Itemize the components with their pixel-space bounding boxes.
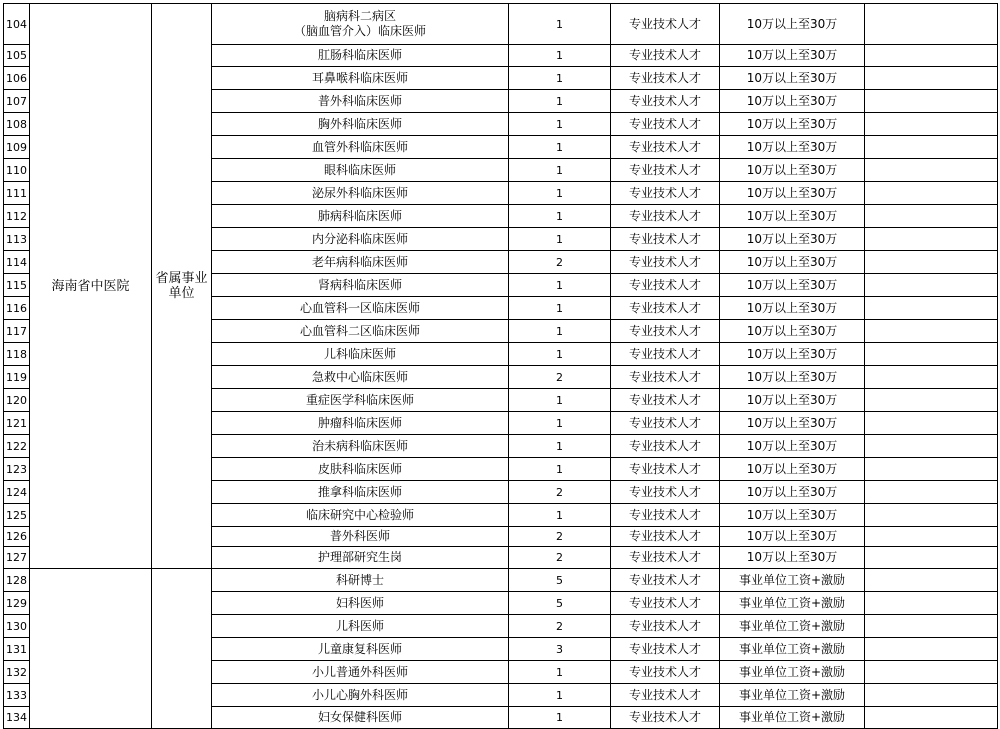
position-name-cell: 肿瘤科临床医师 xyxy=(317,415,402,430)
unit-category-cell xyxy=(152,569,211,728)
remarks-cell xyxy=(865,228,997,250)
talent-type-cell: 专业技术人才 xyxy=(628,710,701,724)
salary-cell: 10万以上至30万 xyxy=(746,507,838,522)
row-number-cell: 117 xyxy=(6,324,27,338)
talent-type-cell: 专业技术人才 xyxy=(628,300,701,315)
row-number-cell: 113 xyxy=(6,232,27,246)
remarks-cell xyxy=(865,569,997,591)
salary-cell: 10万以上至30万 xyxy=(746,93,838,108)
talent-type-cell: 专业技术人才 xyxy=(628,185,701,200)
row-number-cell: 126 xyxy=(6,530,27,543)
position-name-cell: 小儿普通外科医师 xyxy=(311,664,408,679)
talent-type-cell: 专业技术人才 xyxy=(628,70,701,85)
remarks-cell xyxy=(865,547,997,568)
remarks-cell xyxy=(865,412,997,434)
remarks-cell xyxy=(865,297,997,319)
position-name-cell: 科研博士 xyxy=(335,572,384,587)
remarks-cell xyxy=(865,320,997,342)
headcount-cell: 1 xyxy=(556,278,563,292)
salary-cell: 10万以上至30万 xyxy=(746,438,838,453)
column-border-line xyxy=(997,3,998,729)
talent-type-cell: 专业技术人才 xyxy=(628,595,701,610)
position-name-cell: 儿童康复科医师 xyxy=(317,641,402,656)
position-name-cell: 肛肠科临床医师 xyxy=(317,48,402,62)
headcount-cell: 1 xyxy=(556,393,563,407)
talent-type-cell: 专业技术人才 xyxy=(628,438,701,453)
salary-cell: 10万以上至30万 xyxy=(746,550,838,564)
salary-cell: 事业单位工资+激励 xyxy=(738,664,846,679)
position-name-cell: 皮肤科临床医师 xyxy=(317,461,402,476)
row-number-cell: 121 xyxy=(6,416,27,430)
salary-cell: 10万以上至30万 xyxy=(746,231,838,246)
remarks-cell xyxy=(865,67,997,89)
headcount-cell: 1 xyxy=(556,186,563,200)
salary-cell: 10万以上至30万 xyxy=(746,529,838,543)
talent-type-cell: 专业技术人才 xyxy=(628,139,701,154)
talent-type-cell: 专业技术人才 xyxy=(628,48,701,62)
position-name-cell: 眼科临床医师 xyxy=(323,162,396,177)
headcount-cell: 5 xyxy=(556,573,563,587)
talent-type-cell: 专业技术人才 xyxy=(628,277,701,292)
talent-type-cell: 专业技术人才 xyxy=(628,254,701,269)
remarks-cell xyxy=(865,4,997,44)
salary-cell: 10万以上至30万 xyxy=(746,415,838,430)
salary-cell: 10万以上至30万 xyxy=(746,254,838,269)
position-name-cell: 治未病科临床医师 xyxy=(311,438,408,453)
position-name-cell: 小儿心胸外科医师 xyxy=(311,687,408,702)
unit-name-cell: 海南省中医院 xyxy=(51,278,130,294)
row-number-cell: 114 xyxy=(6,255,27,269)
talent-type-cell: 专业技术人才 xyxy=(628,507,701,522)
headcount-cell: 1 xyxy=(556,94,563,108)
remarks-cell xyxy=(865,638,997,660)
headcount-cell: 3 xyxy=(556,642,563,656)
position-name-cell: 内分泌科临床医师 xyxy=(311,231,408,246)
row-number-cell: 118 xyxy=(6,347,27,361)
row-number-cell: 111 xyxy=(6,186,27,200)
salary-cell: 10万以上至30万 xyxy=(746,300,838,315)
remarks-cell xyxy=(865,251,997,273)
headcount-cell: 5 xyxy=(556,596,563,610)
row-number-cell: 134 xyxy=(6,711,27,724)
position-name-cell: 心血管科二区临床医师 xyxy=(299,323,420,338)
headcount-cell: 1 xyxy=(556,711,563,724)
salary-cell: 10万以上至30万 xyxy=(746,185,838,200)
remarks-cell xyxy=(865,366,997,388)
headcount-cell: 1 xyxy=(556,688,563,702)
salary-cell: 事业单位工资+激励 xyxy=(738,595,846,610)
row-number-cell: 124 xyxy=(6,485,27,499)
talent-type-cell: 专业技术人才 xyxy=(628,529,701,543)
row-number-cell: 129 xyxy=(6,596,27,610)
remarks-cell xyxy=(865,707,997,728)
position-name-cell: 推拿科临床医师 xyxy=(317,484,402,499)
row-number-cell: 125 xyxy=(6,508,27,522)
headcount-cell: 1 xyxy=(556,347,563,361)
remarks-cell xyxy=(865,113,997,135)
row-number-cell: 122 xyxy=(6,439,27,453)
remarks-cell xyxy=(865,458,997,480)
position-name-cell: 泌尿外科临床医师 xyxy=(311,185,408,200)
talent-type-cell: 专业技术人才 xyxy=(628,572,701,587)
talent-type-cell: 专业技术人才 xyxy=(628,208,701,223)
talent-type-cell: 专业技术人才 xyxy=(628,641,701,656)
salary-cell: 10万以上至30万 xyxy=(746,208,838,223)
position-name-cell: 脑病科二病区 （脑血管介入）临床医师 xyxy=(293,9,426,38)
salary-cell: 10万以上至30万 xyxy=(746,277,838,292)
remarks-cell xyxy=(865,136,997,158)
position-name-cell: 妇女保健科医师 xyxy=(317,710,402,724)
remarks-cell xyxy=(865,343,997,365)
remarks-cell xyxy=(865,45,997,66)
salary-cell: 事业单位工资+激励 xyxy=(738,710,846,724)
position-name-cell: 血管外科临床医师 xyxy=(311,139,408,154)
position-name-cell: 妇科医师 xyxy=(335,595,384,610)
headcount-cell: 2 xyxy=(556,485,563,499)
row-number-cell: 112 xyxy=(6,209,27,223)
remarks-cell xyxy=(865,389,997,411)
remarks-cell xyxy=(865,504,997,526)
headcount-cell: 1 xyxy=(556,71,563,85)
talent-type-cell: 专业技术人才 xyxy=(628,93,701,108)
talent-type-cell: 专业技术人才 xyxy=(628,369,701,384)
headcount-cell: 1 xyxy=(556,665,563,679)
remarks-cell xyxy=(865,527,997,546)
row-number-cell: 115 xyxy=(6,278,27,292)
salary-cell: 10万以上至30万 xyxy=(746,16,838,31)
headcount-cell: 1 xyxy=(556,49,563,62)
headcount-cell: 1 xyxy=(556,301,563,315)
talent-type-cell: 专业技术人才 xyxy=(628,162,701,177)
row-number-cell: 123 xyxy=(6,462,27,476)
headcount-cell: 2 xyxy=(556,370,563,384)
headcount-cell: 1 xyxy=(556,163,563,177)
row-number-cell: 131 xyxy=(6,642,27,656)
position-name-cell: 护理部研究生岗 xyxy=(317,550,402,564)
headcount-cell: 1 xyxy=(556,324,563,338)
headcount-cell: 2 xyxy=(556,551,563,564)
salary-cell: 10万以上至30万 xyxy=(746,484,838,499)
remarks-cell xyxy=(865,159,997,181)
row-number-cell: 119 xyxy=(6,370,27,384)
talent-type-cell: 专业技术人才 xyxy=(628,392,701,407)
unit-name-cell xyxy=(30,569,151,728)
row-number-cell: 130 xyxy=(6,619,27,633)
row-number-cell: 106 xyxy=(6,71,27,85)
row-number-cell: 128 xyxy=(6,573,27,587)
salary-cell: 事业单位工资+激励 xyxy=(738,687,846,702)
remarks-cell xyxy=(865,274,997,296)
headcount-cell: 1 xyxy=(556,508,563,522)
row-number-cell: 120 xyxy=(6,393,27,407)
row-number-cell: 107 xyxy=(6,94,27,108)
position-name-cell: 心血管科一区临床医师 xyxy=(299,300,420,315)
talent-type-cell: 专业技术人才 xyxy=(628,550,701,564)
headcount-cell: 2 xyxy=(556,619,563,633)
row-number-cell: 133 xyxy=(6,688,27,702)
talent-type-cell: 专业技术人才 xyxy=(628,461,701,476)
position-name-cell: 临床研究中心检验师 xyxy=(305,507,414,522)
position-name-cell: 重症医学科临床医师 xyxy=(305,392,414,407)
remarks-cell xyxy=(865,684,997,706)
headcount-cell: 1 xyxy=(556,232,563,246)
row-number-cell: 127 xyxy=(6,551,27,564)
talent-type-cell: 专业技术人才 xyxy=(628,346,701,361)
salary-cell: 事业单位工资+激励 xyxy=(738,641,846,656)
remarks-cell xyxy=(865,435,997,457)
row-number-cell: 110 xyxy=(6,163,27,177)
headcount-cell: 1 xyxy=(556,140,563,154)
salary-cell: 10万以上至30万 xyxy=(746,70,838,85)
headcount-cell: 1 xyxy=(556,416,563,430)
talent-type-cell: 专业技术人才 xyxy=(628,415,701,430)
row-number-cell: 108 xyxy=(6,117,27,131)
salary-cell: 事业单位工资+激励 xyxy=(738,572,846,587)
talent-type-cell: 专业技术人才 xyxy=(628,687,701,702)
row-number-cell: 116 xyxy=(6,301,27,315)
salary-cell: 10万以上至30万 xyxy=(746,139,838,154)
headcount-cell: 1 xyxy=(556,209,563,223)
headcount-cell: 1 xyxy=(556,439,563,453)
talent-type-cell: 专业技术人才 xyxy=(628,664,701,679)
talent-type-cell: 专业技术人才 xyxy=(628,231,701,246)
position-name-cell: 肺病科临床医师 xyxy=(317,208,402,223)
position-name-cell: 儿科医师 xyxy=(335,618,384,633)
headcount-cell: 2 xyxy=(556,530,563,543)
salary-cell: 事业单位工资+激励 xyxy=(738,618,846,633)
talent-type-cell: 专业技术人才 xyxy=(628,484,701,499)
headcount-cell: 1 xyxy=(556,462,563,476)
talent-type-cell: 专业技术人才 xyxy=(628,618,701,633)
salary-cell: 10万以上至30万 xyxy=(746,392,838,407)
position-name-cell: 普外科临床医师 xyxy=(317,93,402,108)
talent-type-cell: 专业技术人才 xyxy=(628,116,701,131)
remarks-cell xyxy=(865,205,997,227)
talent-type-cell: 专业技术人才 xyxy=(628,323,701,338)
salary-cell: 10万以上至30万 xyxy=(746,346,838,361)
headcount-cell: 1 xyxy=(556,117,563,131)
salary-cell: 10万以上至30万 xyxy=(746,48,838,62)
position-name-cell: 老年病科临床医师 xyxy=(311,254,408,269)
row-number-cell: 109 xyxy=(6,140,27,154)
position-name-cell: 肾病科临床医师 xyxy=(317,277,402,292)
remarks-cell xyxy=(865,661,997,683)
row-number-cell: 104 xyxy=(6,17,27,31)
talent-type-cell: 专业技术人才 xyxy=(628,16,701,31)
position-name-cell: 急救中心临床医师 xyxy=(311,369,408,384)
position-name-cell: 儿科临床医师 xyxy=(323,346,396,361)
salary-cell: 10万以上至30万 xyxy=(746,369,838,384)
remarks-cell xyxy=(865,592,997,614)
remarks-cell xyxy=(865,90,997,112)
unit-category-cell: 省属事业 单位 xyxy=(155,271,208,301)
row-number-cell: 105 xyxy=(6,49,27,62)
position-name-cell: 胸外科临床医师 xyxy=(317,116,402,131)
row-number-cell: 132 xyxy=(6,665,27,679)
salary-cell: 10万以上至30万 xyxy=(746,116,838,131)
salary-cell: 10万以上至30万 xyxy=(746,461,838,476)
remarks-cell xyxy=(865,182,997,204)
remarks-cell xyxy=(865,481,997,503)
position-name-cell: 普外科医师 xyxy=(329,529,390,543)
position-name-cell: 耳鼻喉科临床医师 xyxy=(311,70,408,85)
remarks-cell xyxy=(865,615,997,637)
headcount-cell: 1 xyxy=(556,17,563,31)
salary-cell: 10万以上至30万 xyxy=(746,162,838,177)
headcount-cell: 2 xyxy=(556,255,563,269)
salary-cell: 10万以上至30万 xyxy=(746,323,838,338)
